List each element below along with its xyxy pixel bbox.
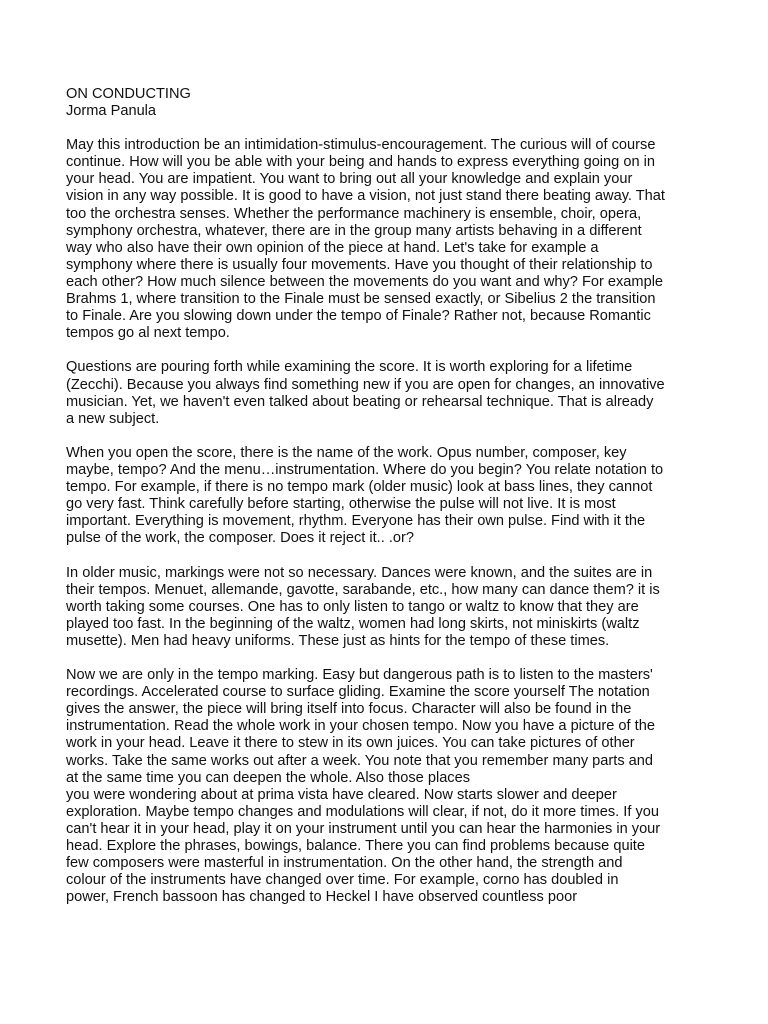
text-line: (Zecchi). Because you always find something new if you are open for changes, an innovative xyxy=(66,376,665,393)
text-line: work in your head. Leave it there to stew in its own juices. You can take pictures of other xyxy=(66,735,635,752)
text-line: musette). Men had heavy uniforms. These just as hints for the tempo of these times. xyxy=(66,632,610,649)
text-line: played too fast. In the beginning of the waltz, women had long skirts, not miniskirts (waltz xyxy=(66,615,640,632)
text-line: When you open the score, there is the name of the work. Opus number, composer, key xyxy=(66,444,627,461)
document-author: Jorma Panula xyxy=(66,103,157,120)
text-line: Questions are pouring forth while examining the score. It is worth exploring for a lifetime xyxy=(66,359,633,376)
text-line: recordings. Accelerated course to surface gliding. Examine the score yourself The notation xyxy=(66,684,650,701)
text-line: maybe, tempo? And the menu…instrumentation. Where do you begin? You relate notation to xyxy=(66,461,664,478)
text-line: musician. Yet, we haven't even talked about beating or rehearsal technique. That is already xyxy=(66,393,654,410)
text-line: at the same time you can deepen the whole. Also those places xyxy=(66,769,471,786)
text-line: your head. You are impatient. You want to bring out all your knowledge and explain your xyxy=(66,171,633,188)
text-line: their tempos. Menuet, allemande, gavotte, sarabande, etc., how many can dance them? it is xyxy=(66,581,660,598)
text-line: gives the answer, the piece will bring itself into focus. Character will also be found in the xyxy=(66,701,632,718)
text-line: vision in any way possible. It is good to have a vision, not just stand there beating away. That xyxy=(66,188,665,205)
text-line: works. Take the same works out after a week. You note that you remember many parts and xyxy=(66,752,654,769)
text-line: pulse of the work, the composer. Does it reject it.. .or? xyxy=(66,530,414,547)
paragraph xyxy=(66,565,706,650)
text-line: symphony orchestra, whatever, there are in the group many artists behaving in a different xyxy=(66,222,642,239)
text-line: you were wondering about at prima vista have cleared. Now starts slower and deeper xyxy=(66,786,617,803)
text-line: tempo. For example, if there is no tempo mark (older music) look at bass lines, they cannot xyxy=(66,479,653,496)
text-line: power, French bassoon has changed to Heckel I have observed countless poor xyxy=(66,889,578,906)
text-line: too the orchestra senses. Whether the performance machinery is ensemble, choir, opera, xyxy=(66,205,642,222)
text-line: instrumentation. Read the whole work in your chosen tempo. Now you have a picture of the xyxy=(66,718,655,735)
text-line: to Finale. Are you slowing down under the tempo of Finale? Rather not, because Romantic xyxy=(66,308,651,325)
text-line: colour of the instruments have changed over time. For example, corno has doubled in xyxy=(66,872,619,889)
paragraph xyxy=(66,445,706,548)
text-line: May this introduction be an intimidation-stimulus-encouragement. The curious will of course xyxy=(66,137,656,154)
text-line: exploration. Maybe tempo changes and modulations will clear, if not, do it more times. If you xyxy=(66,803,659,820)
text-line: continue. How will you be able with your being and hands to express everything going on in xyxy=(66,154,655,171)
paragraphs xyxy=(66,137,706,906)
text-line: a new subject. xyxy=(66,410,160,427)
text-line: symphony where there is usually four movements. Have you thought of their relationship to xyxy=(66,256,653,273)
text-line: Brahms 1, where transition to the Finale must be sensed exactly, or Sibelius 2 the transition xyxy=(66,291,656,308)
paragraph xyxy=(66,667,706,906)
text-line: In older music, markings were not so necessary. Dances were known, and the suites are in xyxy=(66,564,653,581)
text-line: go very fast. Think carefully before starting, otherwise the pulse will not live. It is most xyxy=(66,496,616,513)
text-line: few composers were masterful in instrumentation. On the other hand, the strength and xyxy=(66,855,623,872)
text-line: worth taking some courses. One has to only listen to tango or waltz to know that they are xyxy=(66,598,639,615)
text-line: each other? How much silence between the movements do you want and why? For example xyxy=(66,273,664,290)
text-line: tempos go al next tempo. xyxy=(66,325,230,342)
document-body xyxy=(66,86,706,924)
document-title: ON CONDUCTING xyxy=(66,86,191,102)
text-line: important. Everything is movement, rhythm. Everyone has their own pulse. Find with it the xyxy=(66,513,646,530)
text-line: head. Explore the phrases, bowings, balance. There you can find problems because quite xyxy=(66,838,645,855)
text-line: can't hear it in your head, play it on your instrument until you can hear the harmonies in your xyxy=(66,820,661,837)
paragraph xyxy=(66,137,706,342)
title-block xyxy=(66,86,706,120)
paragraph xyxy=(66,359,706,427)
text-line: Now we are only in the tempo marking. Easy but dangerous path is to listen to the masters' xyxy=(66,667,653,684)
text-line: way who also have their own opinion of the piece at hand. Let's take for example a xyxy=(66,239,599,256)
